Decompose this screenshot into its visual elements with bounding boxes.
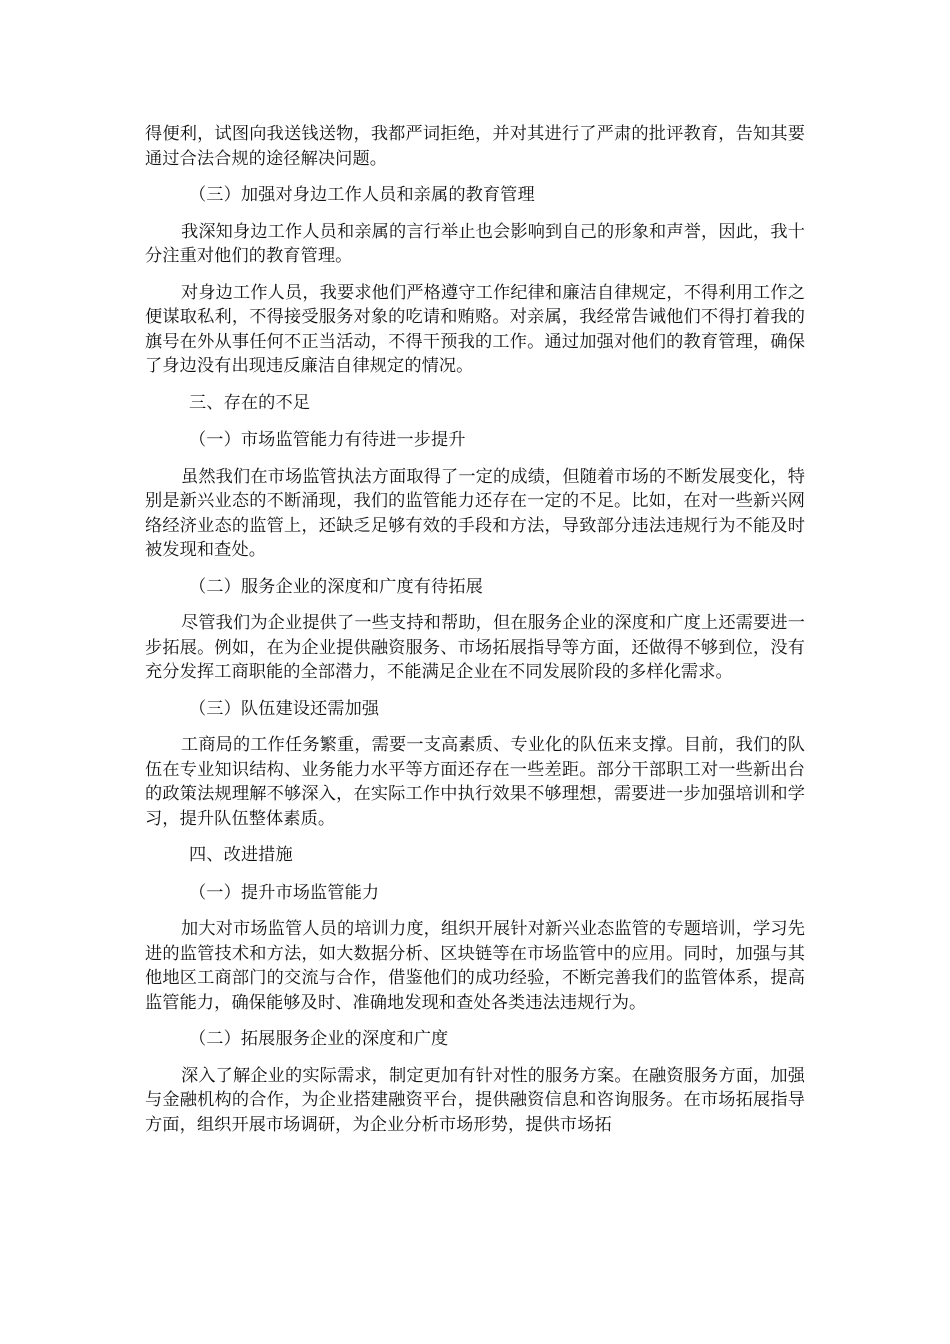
document-page [145,122,805,1149]
paragraph-body: 深入了解企业的实际需求，制定更加有针对性的服务方案。在融资服务方面，加强与金融机构的合作，为企业搭建融资平台，提供融资信息和咨询服务。在市场拓展指导方面，组织开展市场调研，为企业分析市场形势，提供市场拓 [145,1065,805,1135]
subheading-expand-service: （二）拓展服务企业的深度和广度 [189,1029,449,1049]
paragraph-body: 加大对市场监管人员的培训力度，组织开展针对新兴业态监管的专题培训，学习先进的监管技术和方法，如大数据分析、区块链等在市场监管中的应用。同时，加强与其他地区工商部门的交流与合作，借鉴他们的成功经验，不断完善我们的监管体系，提高监管能力，确保能够及时、准确地发现和查处各类违法违规行为。 [145,919,805,1013]
paragraph-continued: 得便利，试图向我送钱送物，我都严词拒绝，并对其进行了严肃的批评教育，告知其要通过合法合规的途径解决问题。 [145,124,805,169]
subheading-enterprise-service: （二）服务企业的深度和广度有待拓展 [189,576,483,597]
paragraph-body: 对身边工作人员，我要求他们严格遵守工作纪律和廉洁自律规定，不得利用工作之便谋取私利，不得接受服务对象的吃请和贿赂。对亲属，我经常告诫他们不得打着我的旗号在外从事任何不正当活动，不得干预我的工作。通过加强对他们的教育管理，确保了身边没有出现违反廉洁自律规定的情况。 [145,282,805,376]
section-heading-shortcomings: 三、存在的不足 [189,392,311,413]
section-heading-improvements: 四、改进措施 [189,845,293,865]
paragraph-body: 工商局的工作任务繁重，需要一支高素质、专业化的队伍来支撑。目前，我们的队伍在专业知识结构、业务能力水平等方面还存在一些差距。部分干部职工对一些新出台的政策法规理解不够深入，在实际工作中执行效果不够理想，需要进一步加强培训和学习，提升队伍整体素质。 [145,735,805,829]
subheading-market-supervision: （一）市场监管能力有待进一步提升 [189,430,466,450]
paragraph-body: 虽然我们在市场监管执法方面取得了一定的成绩，但随着市场的不断发展变化，特别是新兴业态的不断涌现，我们的监管能力还存在一定的不足。比如，在对一些新兴网络经济业态的监管上，还缺乏足够有效的手段和方法，导致部分违法违规行为不能及时被发现和查处。 [145,466,805,560]
subheading-team-building: （三）队伍建设还需加强 [189,698,380,719]
subheading-improve-supervision: （一）提升市场监管能力 [189,882,380,903]
paragraph-body: 我深知身边工作人员和亲属的言行举止也会影响到自己的形象和声誉，因此，我十分注重对他们的教育管理。 [145,221,805,266]
paragraph-body: 尽管我们为企业提供了一些支持和帮助，但在服务企业的深度和广度上还需要进一步拓展。例如，在为企业提供融资服务、市场拓展指导等方面，还做得不够到位，没有充分发挥工商职能的全部潜力，不能满足企业在不同发展阶段的多样化需求。 [145,613,805,682]
subheading-education-management: （三）加强对身边工作人员和亲属的教育管理 [189,185,535,205]
